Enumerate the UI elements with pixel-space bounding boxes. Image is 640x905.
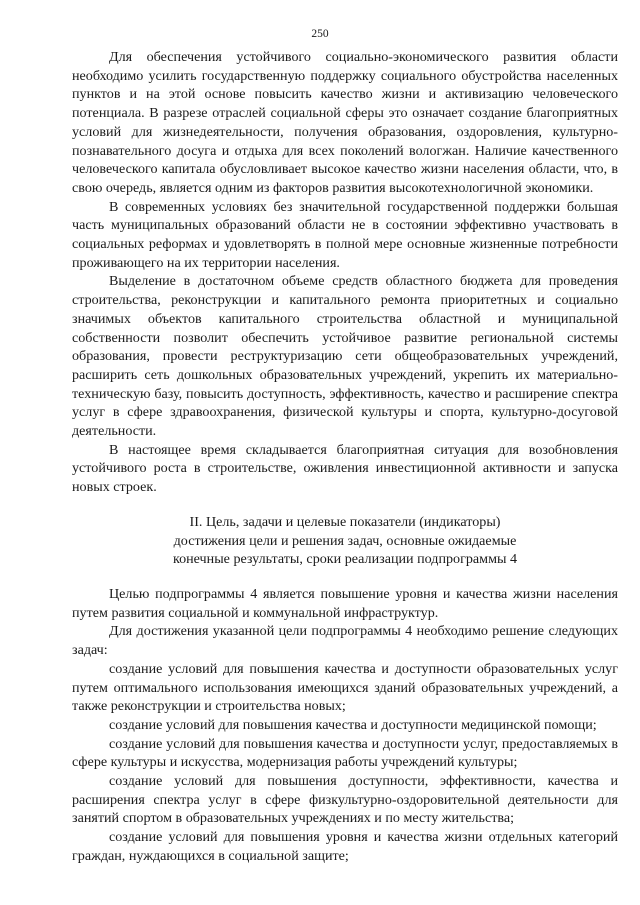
paragraph-municipal-support: В современных условиях без значительной государственной поддержки большая часть муниципальных образований области не в состоянии эффективно участвовать в социальных реформах и удовлетворять в полной мере основные жизненные потребности проживающего на их территории населения. bbox=[72, 198, 618, 271]
task-sport: создание условий для повышения доступности, эффективности, качества и расширения спектра услуг в сфере физкультурно-оздоровительной деятельности для занятий спортом в образовательных учреждениях и по месту жительства; bbox=[72, 773, 618, 827]
section-heading bbox=[72, 513, 618, 569]
document-body bbox=[72, 48, 618, 866]
paragraph-budget-allocation: Выделение в достаточном объеме средств областного бюджета для проведения строительства, реконструкции и капитального ремонта приоритетных и социально значимых объектов капитального строительства областной и муниципальной собственности позволит обеспечить устойчивое развитие региональной системы образования, провести реструктуризацию сети общеобразовательных учреждений, расширить сеть дошкольных образовательных учреждений, укрепить их материально-техническую базу, повысить доступность, эффективность, качество и расширение спектра услуг в сфере здравоохранения, физической культуры и спорта, культурно-досуговой деятельности. bbox=[72, 273, 618, 440]
section-heading-line-2: достижения цели и решения задач, основные ожидаемые bbox=[173, 532, 517, 549]
section-heading-line-3: конечные результаты, сроки реализации подпрограммы 4 bbox=[172, 551, 518, 568]
task-medical: создание условий для повышения качества и доступности медицинской помощи; bbox=[109, 716, 597, 733]
task-social-protection: создание условий для повышения уровня и качества жизни отдельных категорий граждан, нуждающихся в социальной защите; bbox=[72, 829, 618, 864]
paragraph-construction-situation: В настоящее время складывается благоприятная ситуация для возобновления устойчивого роста в строительстве, оживления инвестиционной активности и запуска новых строек. bbox=[72, 441, 618, 496]
task-education: создание условий для повышения качества и доступности образовательных услуг путем оптимального использования имеющихся зданий образовательных учреждений, а также реконструкции и строительства новых; bbox=[72, 660, 618, 715]
paragraph-tasks-intro: Для достижения указанной цели подпрограммы 4 необходимо решение следующих задач: bbox=[72, 623, 618, 659]
paragraph-social-development: Для обеспечения устойчивого социально-экономического развития области необходимо усилить государственную поддержку социального обустройства населенных пунктов и на этой основе повысить качество жизни и активизацию человеческого потенциала. В разрезе отраслей социальной сферы это означает создание благоприятных условий для жизнедеятельности, получения образования, оздоровления, культурно-познавательного досуга и отдыха для всех поколений вологжан. Наличие качественного человеческого капитала обусловливает высокое качество жизни населения области, что, в свою очередь, является одним из факторов развития высокотехнологичной экономики. bbox=[72, 49, 618, 196]
section-heading-line-1: II. Цель, задачи и целевые показатели (индикаторы) bbox=[189, 513, 501, 530]
page-number: 250 bbox=[311, 28, 329, 40]
task-culture: создание условий для повышения качества и доступности услуг, предоставляемых в сфере культуры и искусства, модернизация работы учреждений культуры; bbox=[72, 735, 618, 771]
paragraph-goal: Целью подпрограммы 4 является повышение уровня и качества жизни населения путем развития социальной и коммунальной инфраструктур. bbox=[72, 585, 618, 621]
